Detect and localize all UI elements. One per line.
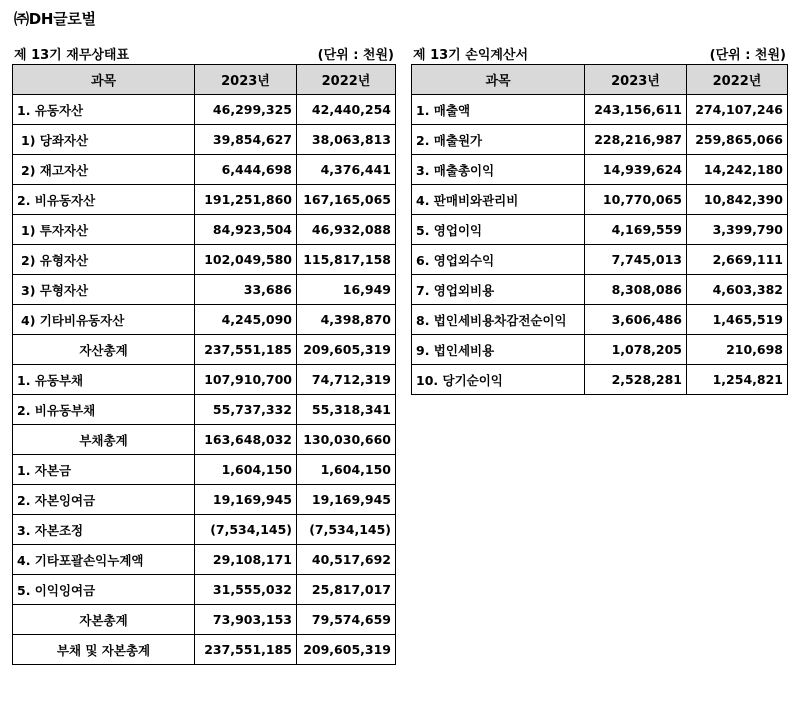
table-row <box>13 305 396 335</box>
value-2023: 237,551,185 <box>195 335 297 365</box>
value-2023: 39,854,627 <box>195 125 297 155</box>
table-row <box>13 485 396 515</box>
column-header-2022: 2022년 <box>687 65 788 95</box>
value-2023: 14,939,624 <box>585 155 687 185</box>
value-2023: 3,606,486 <box>585 305 687 335</box>
value-2023: 102,049,580 <box>195 245 297 275</box>
value-2023: 1,604,150 <box>195 455 297 485</box>
row-label: 8. 법인세비용차감전순이익 <box>412 305 585 335</box>
value-2023: 73,903,153 <box>195 605 297 635</box>
row-label: 7. 영업외비용 <box>412 275 585 305</box>
row-label: 3. 매출총이익 <box>412 155 585 185</box>
column-header-item: 과목 <box>13 65 195 95</box>
value-2023: 8,308,086 <box>585 275 687 305</box>
row-label: 2) 재고자산 <box>13 155 195 185</box>
row-label: 1) 투자자산 <box>13 215 195 245</box>
value-2023: 7,745,013 <box>585 245 687 275</box>
value-2022: 167,165,065 <box>297 185 396 215</box>
value-2022: 4,603,382 <box>687 275 788 305</box>
value-2022: 74,712,319 <box>297 365 396 395</box>
value-2022: 115,817,158 <box>297 245 396 275</box>
value-2023: 19,169,945 <box>195 485 297 515</box>
value-2022: 274,107,246 <box>687 95 788 125</box>
table-row <box>13 425 396 455</box>
value-2022: (7,534,145) <box>297 515 396 545</box>
table-row <box>13 185 396 215</box>
table-row <box>13 455 396 485</box>
value-2023: 46,299,325 <box>195 95 297 125</box>
value-2022: 19,169,945 <box>297 485 396 515</box>
value-2023: 1,078,205 <box>585 335 687 365</box>
table-row <box>13 575 396 605</box>
table-row <box>13 395 396 425</box>
value-2023: 4,169,559 <box>585 215 687 245</box>
table-row <box>13 215 396 245</box>
value-2022: 1,254,821 <box>687 365 788 395</box>
value-2023: 2,528,281 <box>585 365 687 395</box>
table-row <box>13 515 396 545</box>
row-label: 4. 기타포괄손익누계액 <box>13 545 195 575</box>
value-2023: 31,555,032 <box>195 575 297 605</box>
value-2022: 16,949 <box>297 275 396 305</box>
row-label: 1. 매출액 <box>412 95 585 125</box>
table-row <box>412 125 788 155</box>
value-2023: 243,156,611 <box>585 95 687 125</box>
row-label: 1. 자본금 <box>13 455 195 485</box>
value-2022: 42,440,254 <box>297 95 396 125</box>
table-header-row <box>412 65 788 95</box>
row-label: 1) 당좌자산 <box>13 125 195 155</box>
income-statement-unit: (단위 : 천원) <box>709 48 786 63</box>
value-2023: 55,737,332 <box>195 395 297 425</box>
balance-sheet-unit: (단위 : 천원) <box>317 48 394 63</box>
table-row <box>13 365 396 395</box>
value-2022: 209,605,319 <box>297 635 396 665</box>
balance-sheet-table <box>12 64 396 665</box>
row-label: 2. 비유동자산 <box>13 185 195 215</box>
value-2023: 4,245,090 <box>195 305 297 335</box>
table-row <box>412 275 788 305</box>
column-header-2023: 2023년 <box>585 65 687 95</box>
company-name: ㈜DH글로벌 <box>14 10 96 28</box>
table-row <box>13 245 396 275</box>
value-2022: 4,376,441 <box>297 155 396 185</box>
table-row <box>412 245 788 275</box>
table-row <box>412 185 788 215</box>
value-2023: 84,923,504 <box>195 215 297 245</box>
value-2022: 46,932,088 <box>297 215 396 245</box>
value-2023: 107,910,700 <box>195 365 297 395</box>
table-row <box>13 155 396 185</box>
value-2022: 14,242,180 <box>687 155 788 185</box>
value-2022: 1,465,519 <box>687 305 788 335</box>
column-header-item: 과목 <box>412 65 585 95</box>
row-label: 3) 무형자산 <box>13 275 195 305</box>
value-2023: 6,444,698 <box>195 155 297 185</box>
value-2022: 210,698 <box>687 335 788 365</box>
table-row <box>13 605 396 635</box>
value-2023: 29,108,171 <box>195 545 297 575</box>
row-label: 6. 영업외수익 <box>412 245 585 275</box>
value-2022: 259,865,066 <box>687 125 788 155</box>
balance-sheet-header <box>14 44 394 62</box>
table-row <box>412 155 788 185</box>
table-row <box>13 125 396 155</box>
table-row <box>412 305 788 335</box>
table-row <box>13 635 396 665</box>
value-2022: 209,605,319 <box>297 335 396 365</box>
row-label: 부채총계 <box>13 425 195 455</box>
table-row <box>412 215 788 245</box>
row-label: 2) 유형자산 <box>13 245 195 275</box>
income-statement-title: 제 13기 손익계산서 <box>413 48 529 63</box>
table-row <box>13 335 396 365</box>
row-label: 3. 자본조정 <box>13 515 195 545</box>
row-label: 부채 및 자본총계 <box>13 635 195 665</box>
row-label: 2. 매출원가 <box>412 125 585 155</box>
income-statement-header <box>413 44 786 62</box>
row-label: 자산총계 <box>13 335 195 365</box>
value-2022: 130,030,660 <box>297 425 396 455</box>
income-statement-table <box>411 64 788 395</box>
value-2023: 191,251,860 <box>195 185 297 215</box>
value-2022: 4,398,870 <box>297 305 396 335</box>
row-label: 자본총계 <box>13 605 195 635</box>
value-2022: 40,517,692 <box>297 545 396 575</box>
table-row <box>13 545 396 575</box>
value-2023: 228,216,987 <box>585 125 687 155</box>
value-2023: 33,686 <box>195 275 297 305</box>
value-2022: 3,399,790 <box>687 215 788 245</box>
value-2023: 163,648,032 <box>195 425 297 455</box>
row-label: 9. 법인세비용 <box>412 335 585 365</box>
balance-sheet-title: 제 13기 재무상태표 <box>14 48 130 63</box>
table-row <box>13 95 396 125</box>
row-label: 2. 비유동부채 <box>13 395 195 425</box>
table-row <box>412 365 788 395</box>
table-row <box>412 335 788 365</box>
value-2022: 55,318,341 <box>297 395 396 425</box>
value-2022: 2,669,111 <box>687 245 788 275</box>
value-2022: 1,604,150 <box>297 455 396 485</box>
row-label: 2. 자본잉여금 <box>13 485 195 515</box>
column-header-2022: 2022년 <box>297 65 396 95</box>
column-header-2023: 2023년 <box>195 65 297 95</box>
value-2023: 10,770,065 <box>585 185 687 215</box>
value-2022: 38,063,813 <box>297 125 396 155</box>
table-header-row <box>13 65 396 95</box>
table-row <box>13 275 396 305</box>
value-2023: 237,551,185 <box>195 635 297 665</box>
table-row <box>412 95 788 125</box>
value-2022: 25,817,017 <box>297 575 396 605</box>
row-label: 10. 당기순이익 <box>412 365 585 395</box>
row-label: 1. 유동부채 <box>13 365 195 395</box>
row-label: 4. 판매비와관리비 <box>412 185 585 215</box>
row-label: 4) 기타비유동자산 <box>13 305 195 335</box>
row-label: 1. 유동자산 <box>13 95 195 125</box>
value-2022: 79,574,659 <box>297 605 396 635</box>
row-label: 5. 이익잉여금 <box>13 575 195 605</box>
value-2022: 10,842,390 <box>687 185 788 215</box>
value-2023: (7,534,145) <box>195 515 297 545</box>
row-label: 5. 영업이익 <box>412 215 585 245</box>
